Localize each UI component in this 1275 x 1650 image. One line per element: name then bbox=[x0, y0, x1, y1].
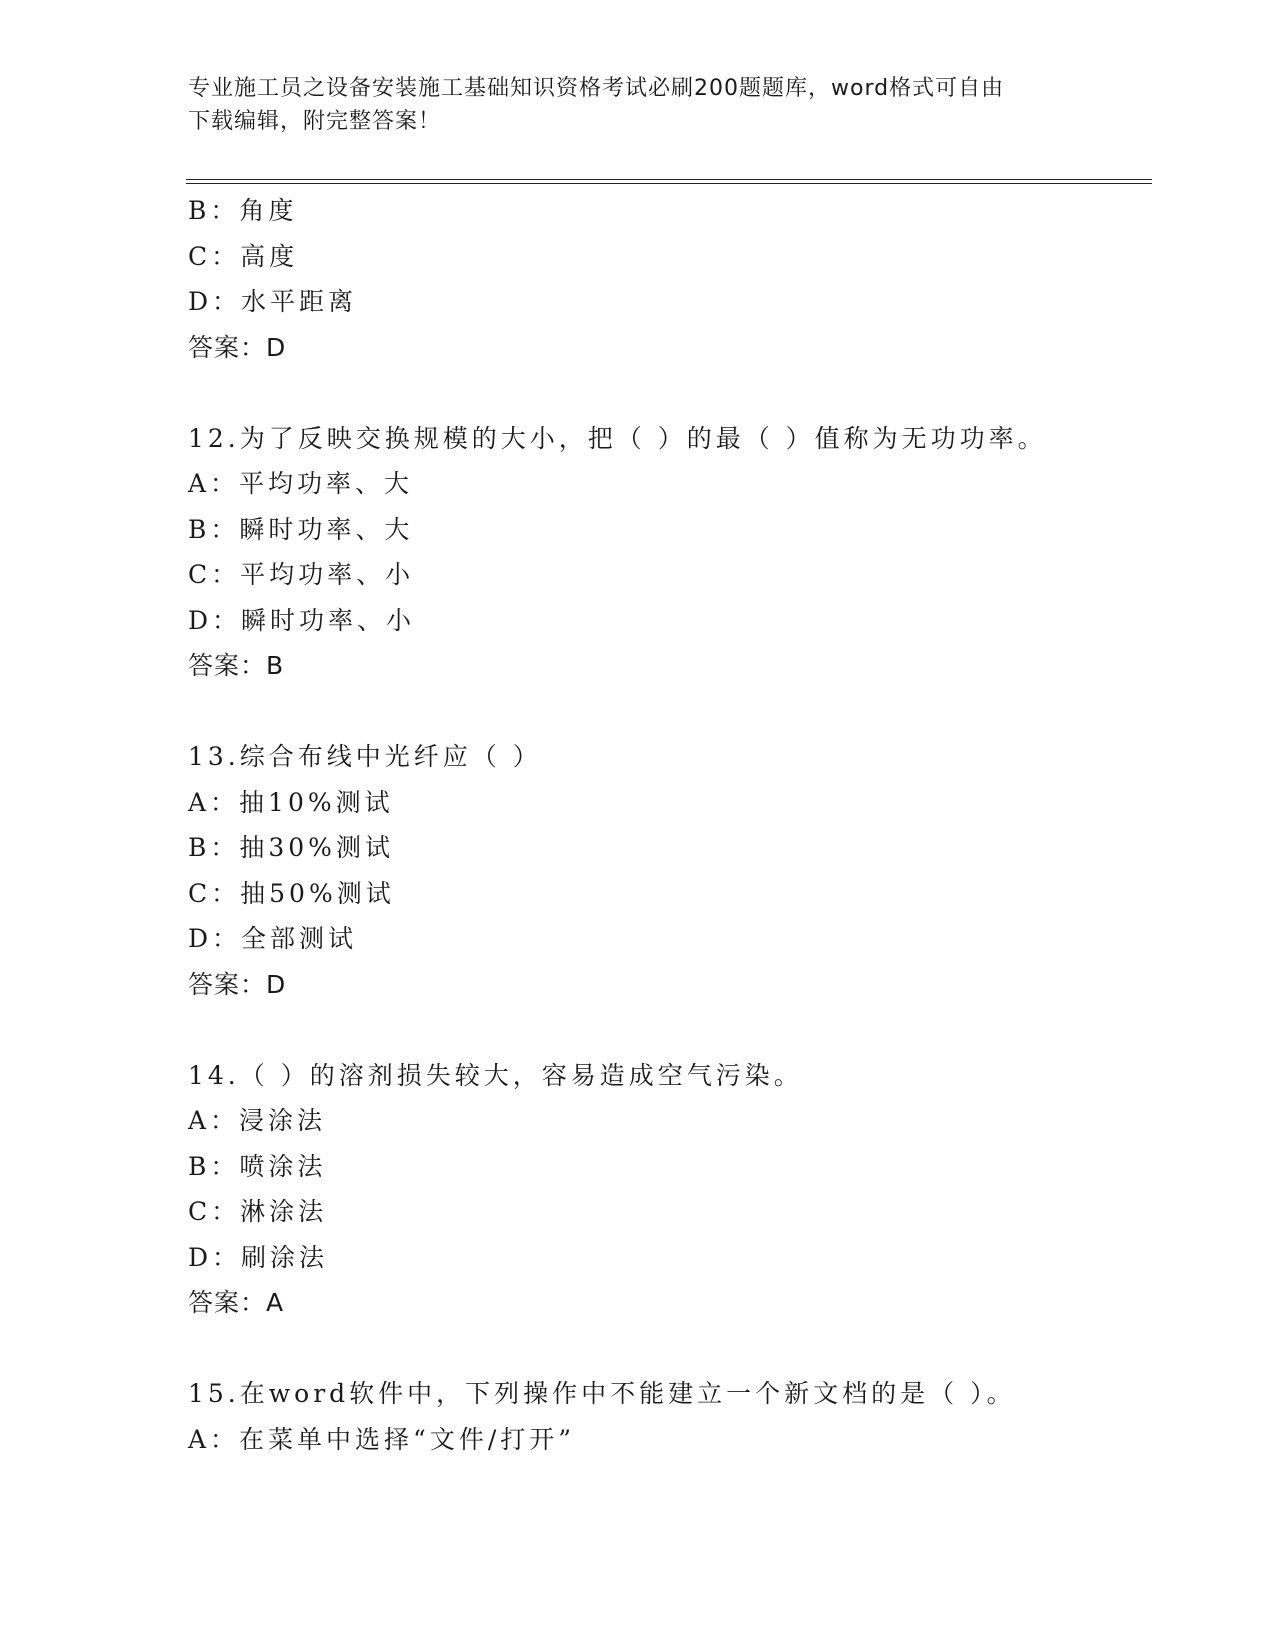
option-a: A：抽10%测试 bbox=[188, 787, 394, 817]
header-divider-bottom bbox=[186, 183, 1152, 184]
question-continued bbox=[188, 188, 1148, 370]
header-title-line-2: 下载编辑，附完整答案！ bbox=[188, 109, 442, 134]
option-a: A：平均功率、大 bbox=[188, 469, 414, 498]
option-b: B：喷涂法 bbox=[188, 1151, 327, 1181]
option-d: D：全部测试 bbox=[188, 924, 358, 953]
option-a: A：浸涂法 bbox=[188, 1106, 327, 1135]
option-b: B：角度 bbox=[188, 196, 298, 225]
header-divider-top bbox=[186, 179, 1152, 180]
option-b: B：瞬时功率、大 bbox=[188, 514, 414, 544]
option-d: D：水平距离 bbox=[188, 287, 358, 316]
question-text: 15.在word软件中，下列操作中不能建立一个新文档的是（ ）。 bbox=[188, 1379, 1016, 1408]
answer-line: 答案：B bbox=[188, 651, 285, 680]
question-15 bbox=[188, 1371, 1148, 1462]
answer-line: 答案：D bbox=[188, 332, 287, 362]
question-spacer bbox=[188, 689, 1148, 735]
question-text: 13.综合布线中光纤应（ ） bbox=[188, 742, 542, 771]
answer-line: 答案：A bbox=[188, 1288, 285, 1317]
answer-line: 答案：D bbox=[188, 969, 287, 999]
option-c: C：淋涂法 bbox=[188, 1197, 328, 1226]
option-d: D：刷涂法 bbox=[188, 1242, 329, 1272]
document-header bbox=[188, 72, 1068, 138]
option-c: C：抽50%测试 bbox=[188, 878, 395, 908]
option-a: A：在菜单中选择“文件/打开” bbox=[188, 1424, 576, 1454]
question-text: 12.为了反映交换规模的大小，把（ ）的最（ ）值称为无功功率。 bbox=[188, 423, 1047, 453]
question-spacer bbox=[188, 1326, 1148, 1372]
question-text: 14.（ ）的溶剂损失较大，容易造成空气污染。 bbox=[188, 1060, 803, 1090]
question-14 bbox=[188, 1053, 1148, 1326]
question-13 bbox=[188, 734, 1148, 1007]
option-d: D：瞬时功率、小 bbox=[188, 605, 416, 635]
question-12 bbox=[188, 416, 1148, 689]
question-list bbox=[188, 188, 1148, 1462]
question-spacer bbox=[188, 370, 1148, 416]
question-spacer bbox=[188, 1007, 1148, 1053]
option-b: B：抽30%测试 bbox=[188, 833, 394, 862]
option-c: C：高度 bbox=[188, 241, 299, 271]
option-c: C：平均功率、小 bbox=[188, 560, 415, 589]
header-title-line-1: 专业施工员之设备安装施工基础知识资格考试必刷200题题库，word格式可自由 bbox=[188, 76, 1005, 101]
